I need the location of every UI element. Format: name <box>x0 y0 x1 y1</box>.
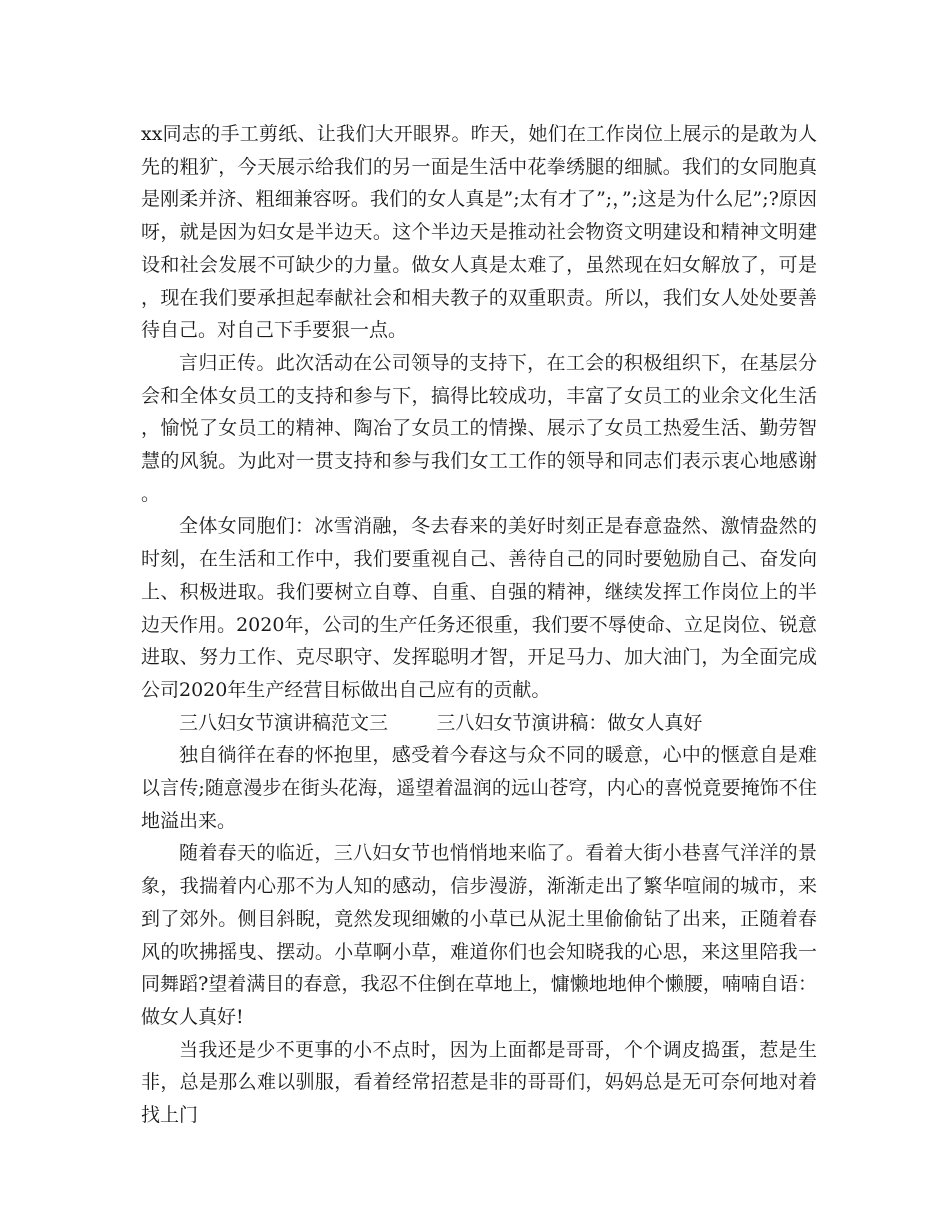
body-paragraph: 全体女同胞们：冰雪消融，冬去春来的美好时刻正是春意盎然、激情盎然的时刻，在生活和工作中，我们要重视自己、善待自己的同时要勉励自己、奋发向上、积极进取。我们要树立自尊、自重、自强的精神，继续发挥工作岗位上的半边天作用。2020年，公司的生产任务还很重，我们要不辱使命、立足岗位、锐意进取、努力工作、克尽职守、发挥聪明才智，开足马力、加大油门，为全面完成公司2020年生产经营目标做出自己应有的贡献。 <box>141 515 817 701</box>
document-page <box>141 118 817 1132</box>
body-paragraph: xx同志的手工剪纸、让我们大开眼界。昨天，她们在工作岗位上展示的是敢为人先的粗犷，今天展示给我们的另一面是生活中花拳绣腿的细腻。我们的女同胞真是刚柔并济、粗细兼容呀。我们的女人真是”;太有才了”;，”;这是为什么尼”;?原因呀，就是因为妇女是半边天。这个半边天是推动社会物资文明建设和精神文明建设和社会发展不可缺少的力量。做女人真是太难了，虽然现在妇女解放了，可是，现在我们要承担起奉献社会和相夫教子的双重职责。所以，我们女人处处要善待自己。对自己下手要狠一点。 <box>141 123 817 342</box>
section-heading <box>141 707 817 740</box>
section-heading-subtitle: 三八妇女节演讲稿：做女人真好 <box>436 711 703 734</box>
body-paragraph: 言归正传。此次活动在公司领导的支持下，在工会的积极组织下，在基层分会和全体女员工的支持和参与下，搞得比较成功，丰富了女员工的业余文化生活，愉悦了女员工的精神、陶冶了女员工的情操、展示了女员工热爱生活、勤劳智慧的风貌。为此对一贯支持和参与我们女工工作的领导和同志们表示衷心地感谢。 <box>141 351 817 505</box>
section-heading-title: 三八妇女节演讲稿范文三 <box>179 711 389 734</box>
body-paragraph: 随着春天的临近，三八妇女节也悄悄地来临了。看着大街小巷喜气洋洋的景象，我揣着内心那不为人知的感动，信步漫游，渐渐走出了繁华喧闹的城市，来到了郊外。侧目斜睨，竟然发现细嫩的小草已从泥土里偷偷钻了出来，正随着春风的吹拂摇曳、摆动。小草啊小草，难道你们也会知晓我的心思，来这里陪我一同舞蹈?望着满目的春意，我忍不住倒在草地上，慵懒地地伸个懒腰，喃喃自语：做女人真好! <box>141 842 817 1028</box>
body-paragraph: 当我还是少不更事的小不点时，因为上面都是哥哥，个个调皮捣蛋，惹是生非，总是那么难以驯服，看着经常招惹是非的哥哥们，妈妈总是无可奈何地对着找上门 <box>141 1038 817 1127</box>
body-paragraph: 独自徜徉在春的怀抱里，感受着今春这与众不同的暖意，心中的惬意自是难以言传;随意漫步在街头花海，遥望着温润的远山苍穹，内心的喜悦竟要掩饰不住地溢出来。 <box>141 744 817 832</box>
